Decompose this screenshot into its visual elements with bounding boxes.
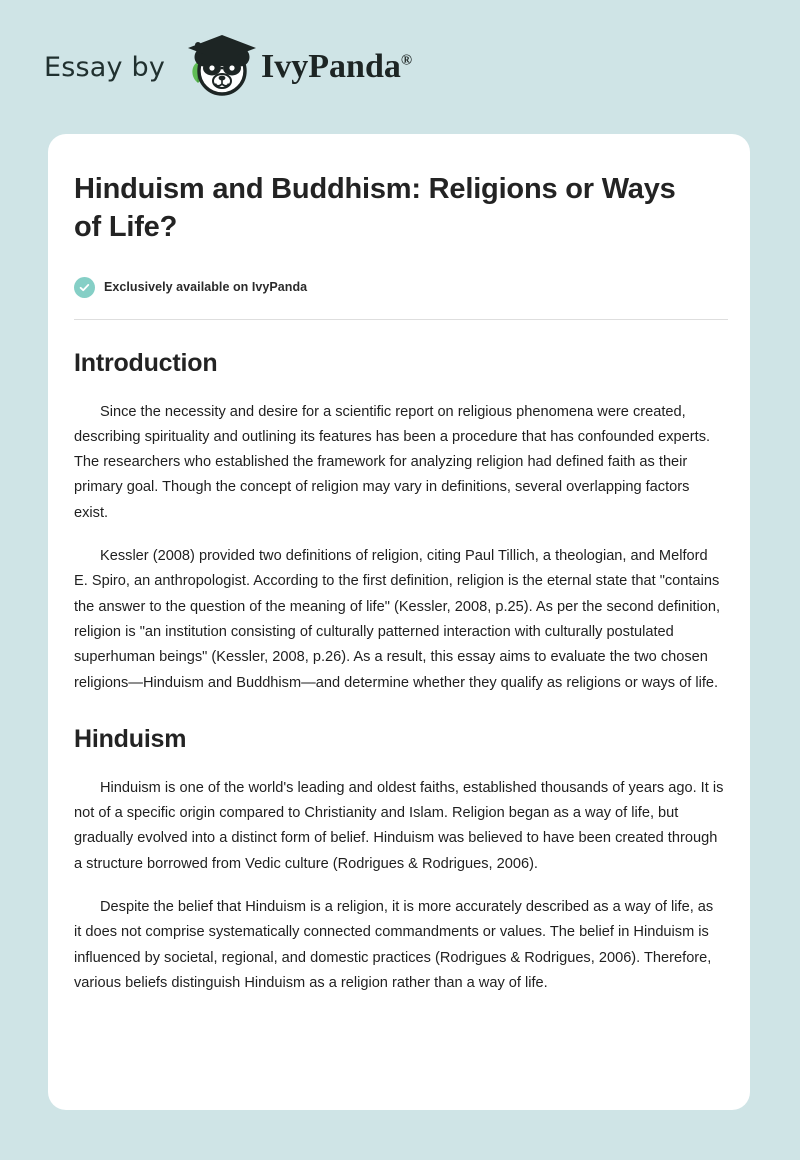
brand-name-text: IvyPanda <box>261 48 401 85</box>
brand-lockup[interactable] <box>44 33 412 101</box>
exclusivity-badge <box>74 277 724 298</box>
document-card <box>48 134 750 1110</box>
essay-by-label: Essay by <box>44 51 166 83</box>
paragraph: Since the necessity and desire for a scientific report on religious phenomena were created, describing spirituality and outlining its features has been a procedure that has confounded experts. The researchers who established the framework for analyzing religion had defined faith as their primary goal. Though the concept of religion may vary in definitions, several overlapping factors exist. <box>74 403 711 521</box>
registered-trademark-symbol: ® <box>400 52 413 69</box>
brand-wordmark <box>261 50 412 84</box>
check-circle-icon <box>74 277 95 298</box>
site-header <box>0 0 800 134</box>
paragraph: Kessler (2008) provided two definitions of religion, citing Paul Tillich, a theologian, and Melford E. Spiro, an anthropologist. According to the first definition, religion is the eternal state that "contains the answer to the question of the meaning of life" (Kessler, 2008, p.25). As per the second definition, religion is "an institution consisting of culturally patterned interaction with culturally postulated superhuman beings" (Kessler, 2008, p.26). As a result, this essay aims to evaluate the two chosen religions—Hinduism and Buddhism—and determine whether they qualify as religions or ways of life. <box>74 548 721 691</box>
paragraph: Despite the belief that Hinduism is a religion, it is more accurately described as a way of life, as it does not comprise systematically connected commandments or values. The belief in Hinduism is influenced by societal, regional, and domestic practices (Rodrigues & Rodrigues, 2006). Therefore, various beliefs distinguish Hinduism as a religion rather than a way of life. <box>74 898 714 991</box>
document-body <box>48 134 750 996</box>
section-heading-introduction: Introduction <box>74 348 218 377</box>
section-heading-hinduism: Hinduism <box>74 724 187 753</box>
title-divider <box>74 319 728 320</box>
page-title: Hinduism and Buddhism: Religions or Ways of Life? <box>74 173 676 244</box>
paragraph: Hinduism is one of the world's leading and oldest faiths, established thousands of years ago. It is not of a specific origin compared to Christianity and Islam. Religion began as a way of life, but gradually evolved into a distinct form of belief. Hinduism was believed to have been created through a structure borrowed from Vedic culture (Rodrigues & Rodrigues, 2006). <box>74 779 724 872</box>
exclusivity-badge-label: Exclusively available on IvyPanda <box>104 280 308 295</box>
panda-graduate-logo-icon <box>177 29 263 101</box>
